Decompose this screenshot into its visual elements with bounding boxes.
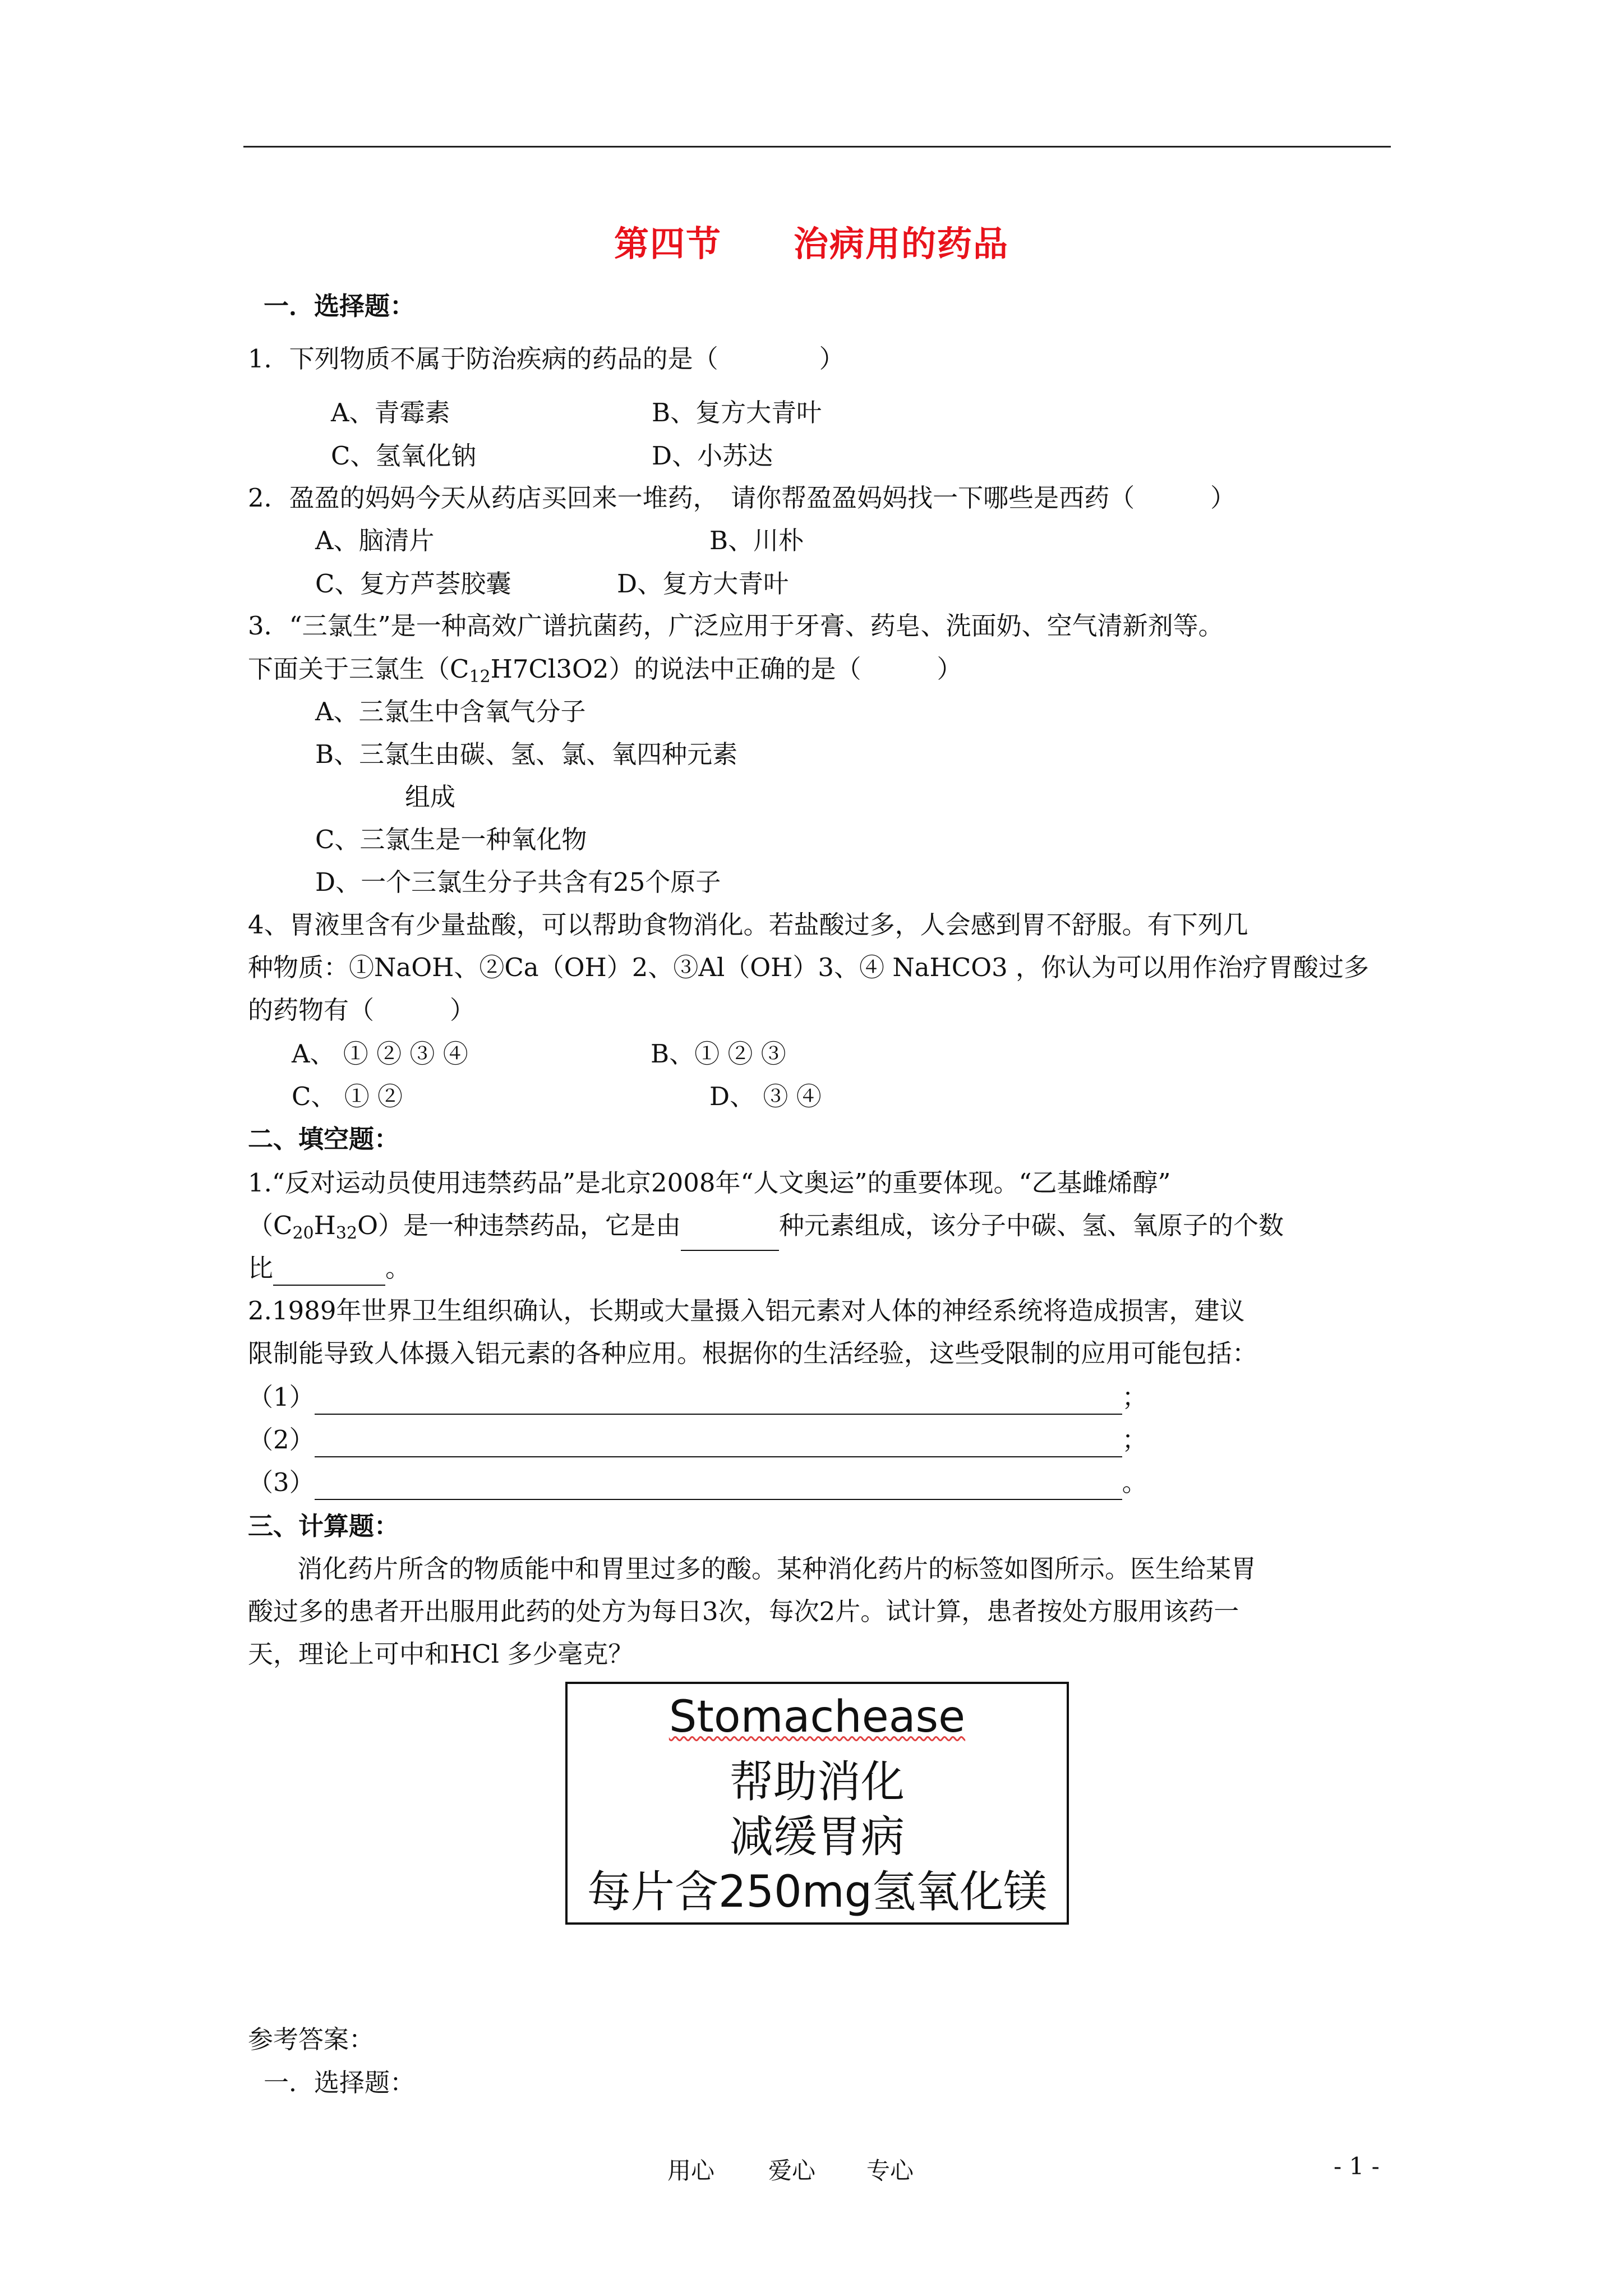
label-line-dose: 每片含250mg氢氧化镁 — [587, 1867, 1048, 1917]
f1-blank-ratio[interactable] — [273, 1259, 385, 1286]
q2-option-c: C、复方芦荟胶囊 — [315, 569, 511, 599]
f2-blank-3[interactable] — [315, 1473, 1122, 1500]
f2-item-2: （2） ； — [248, 1423, 1147, 1457]
section-choice-heading: 一．选择题： — [264, 291, 416, 321]
calc-line2: 酸过多的患者开出服用此药的处方为每日3次，每次2片。试计算，患者按处方服用该药一 — [248, 1596, 1239, 1626]
footer-motto-3: 专心 — [866, 2157, 914, 2184]
f2-line1: 2.1989年世界卫生组织确认，长期或大量摄入铝元素对人体的神经系统将造成损害，建议 — [248, 1296, 1245, 1326]
q3-stem-line1: 3．“三氯生”是一种高效广谱抗菌药，广泛应用于牙膏、药皂、洗面奶、空气清新剂等。 — [248, 611, 1224, 641]
q3-option-b-continued: 组成 — [405, 782, 456, 812]
medicine-label — [565, 1682, 1069, 1925]
q1-option-d: D、小苏达 — [652, 441, 773, 471]
q1-option-b: B、复方大青叶 — [652, 398, 822, 427]
q2-option-a: A、脑清片 — [315, 526, 435, 555]
q3-option-b: B、三氯生由碳、氢、氯、氧四种元素 — [315, 739, 738, 769]
header-rule — [243, 146, 1391, 148]
f2-blank-1[interactable] — [315, 1388, 1122, 1415]
f1-line3: 比 。 — [248, 1251, 411, 1286]
f2-item-1: （1） ； — [248, 1380, 1147, 1415]
section-calc-heading: 三、计算题： — [248, 1511, 400, 1541]
footer-motto-2: 爱心 — [768, 2157, 816, 2184]
q4-option-b: B、① ② ③ — [651, 1039, 786, 1069]
q4-stem-line2: 种物质：①NaOH、②Ca（OH）2、③Al（OH）3、④ NaHCO3 ，你认为可以用作治疗胃酸过多 — [248, 953, 1370, 982]
f2-line2: 限制能导致人体摄入铝元素的各种应用。根据你的生活经验，这些受限制的应用可能包括： — [248, 1338, 1258, 1368]
calc-line1: 消化药片所含的物质能中和胃里过多的酸。某种消化药片的标签如图所示。医生给某胃 — [297, 1554, 1257, 1584]
f1-blank-elements[interactable] — [681, 1224, 779, 1251]
page-title: 第四节 治病用的药品 — [614, 223, 1009, 264]
q1-stem: 1．下列物质不属于防治疾病的药品的是（ ） — [248, 344, 845, 374]
page-number: - 1 - — [1334, 2152, 1380, 2180]
f1-line2: $(C_{20}H_{32}O)$是一种违禁药品，它是由 种元素组成，该分子中碳、氢、氧原子的个数 — [248, 1208, 1284, 1251]
q4-option-c: C、 ① ② — [292, 1082, 403, 1111]
label-line-digest: 帮助消化 — [729, 1757, 905, 1807]
q3-option-d: D、一个三氯生分子共含有25个原子 — [315, 867, 721, 897]
q3-stem-line2: 下面关于三氯生$(C_{12}H7Cl3O2)$的说法中正确的是（ ） — [248, 654, 962, 687]
q2-option-b: B、川朴 — [709, 526, 804, 555]
q2-option-d: D、复方大青叶 — [617, 569, 789, 599]
q2-stem: 2．盈盈的妈妈今天从药店买回来一堆药， 请你帮盈盈妈妈找一下哪些是西药（ ） — [248, 483, 1236, 513]
q3-option-a: A、三氯生中含氧气分子 — [315, 697, 586, 726]
f2-item-3: （3） 。 — [248, 1465, 1147, 1500]
answers-choice-heading: 一．选择题： — [264, 2068, 416, 2097]
q1-option-c: C、氢氧化钠 — [331, 441, 477, 471]
q4-option-a: A、 ① ② ③ ④ — [292, 1039, 468, 1069]
q4-stem-line3: 的药物有（ ） — [248, 995, 476, 1025]
answers-heading: 参考答案： — [248, 2024, 375, 2054]
label-product-name: Stomachease — [668, 1692, 966, 1742]
q3-option-c: C、三氯生是一种氧化物 — [315, 825, 587, 854]
footer-motto-1: 用心 — [667, 2157, 715, 2184]
q1-option-a: A、青霉素 — [331, 398, 450, 427]
q4-option-d: D、 ③ ④ — [709, 1082, 822, 1111]
section-fill-heading: 二、填空题： — [248, 1124, 400, 1154]
calc-line3: 天，理论上可中和HCl 多少毫克？ — [248, 1639, 634, 1669]
f2-blank-2[interactable] — [315, 1430, 1122, 1457]
label-line-relief: 减缓胃病 — [729, 1812, 905, 1862]
f1-line1: 1.“反对运动员使用违禁药品”是北京2008年“人文奥运”的重要体现。“乙基雌烯醇” — [248, 1168, 1171, 1198]
q4-stem-line1: 4、胃液里含有少量盐酸，可以帮助食物消化。若盐酸过多，人会感到胃不舒服。有下列几 — [248, 910, 1248, 940]
